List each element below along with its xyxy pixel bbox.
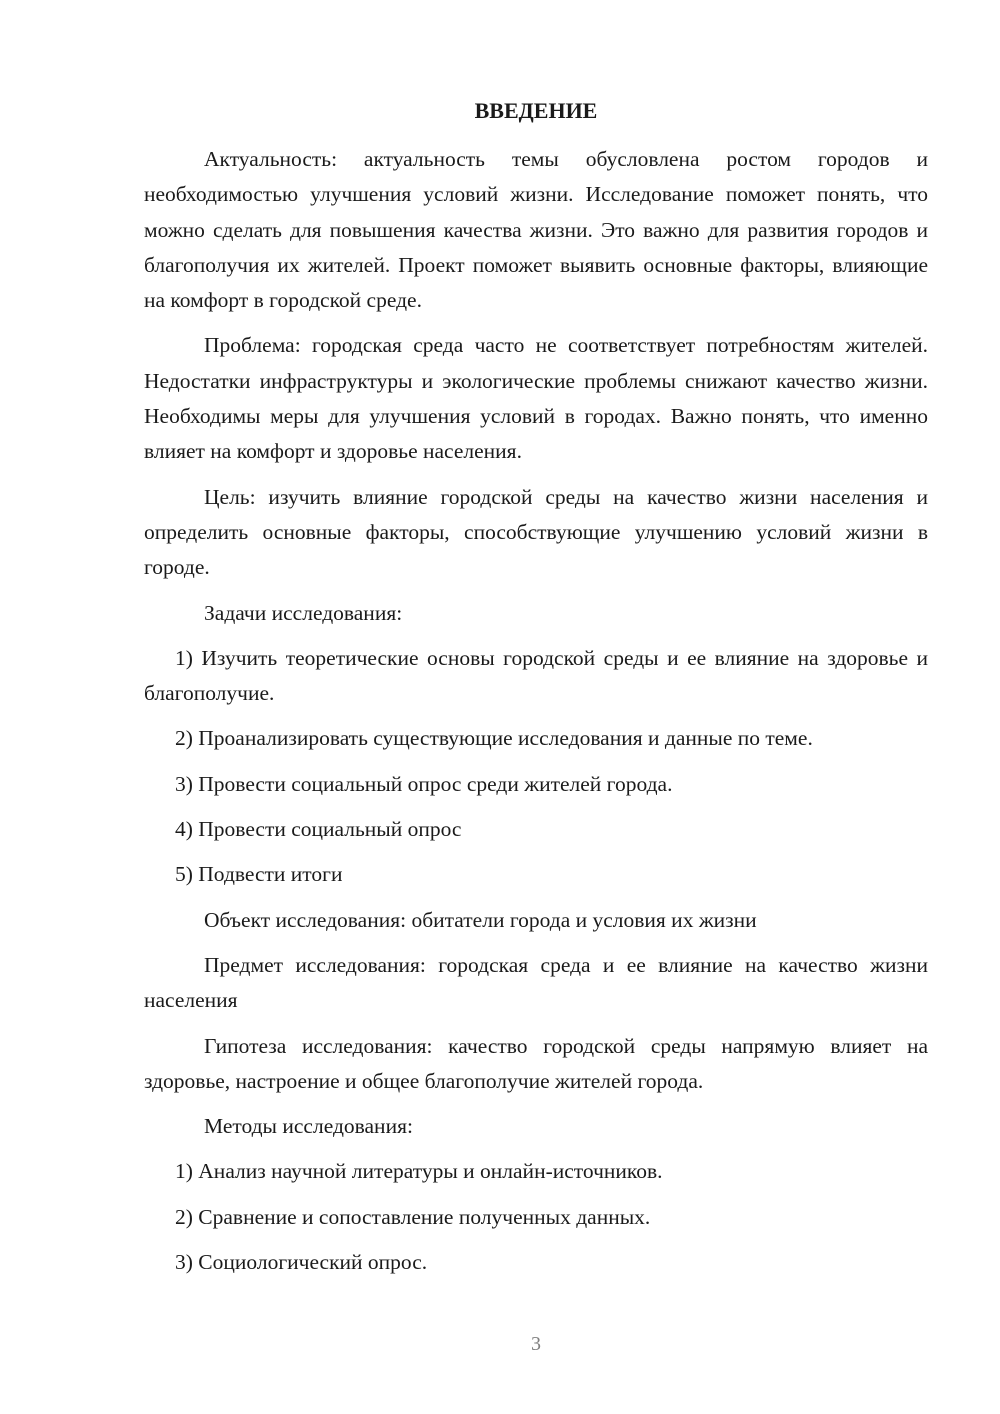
page-number: 3: [531, 1333, 541, 1355]
tasks-heading: Задачи исследования:: [204, 600, 403, 625]
section-title: ВВЕДЕНИЕ: [474, 98, 598, 123]
task-item-3: 3) Провести социальный опрос среди жителей города.: [175, 771, 673, 796]
problem-paragraph: Проблема: городская среда часто не соответствует потребностям жителей. Недостатки инфраструктуры и экологические проблемы снижают качество жизни. Необходимы меры для улучшения условий в городах. Важно понять, что именно влияет на комфорт и здоровье населения.: [144, 333, 928, 464]
method-item-3: 3) Социологический опрос.: [175, 1250, 428, 1275]
methods-heading: Методы исследования:: [204, 1114, 413, 1139]
goal-paragraph: Цель: изучить влияние городской среды на качество жизни населения и определить основные факторы, способствующие улучшению условий жизни в городе.: [144, 484, 928, 580]
relevance-paragraph: Актуальность: актуальность темы обусловлена ростом городов и необходимостью улучшения условий жизни. Исследование поможет понять, что можно сделать для повышения качества жизни. Это важно для развития городов и благополучия их жителей. Проект поможет выявить основные факторы, влияющие на комфорт в городской среде.: [144, 147, 928, 313]
task-item-4: 4) Провести социальный опрос: [175, 817, 462, 842]
document-body: [144, 142, 928, 1290]
hypothesis-paragraph: Гипотеза исследования: качество городской среды напрямую влияет на здоровье, настроение и общее благополучие жителей города.: [144, 1033, 928, 1093]
subject-paragraph: Предмет исследования: городская среда и ее влияние на качество жизни населения: [144, 952, 928, 1013]
task-item-2: 2) Проанализировать существующие исследования и данные по теме.: [175, 726, 813, 751]
document-page: [144, 0, 928, 1414]
task-item-5: 5) Подвести итоги: [175, 862, 343, 887]
task-item-1: 1) Изучить теоретические основы городской среды и ее влияние на здоровье и благополучие.: [144, 645, 928, 706]
object-paragraph: Объект исследования: обитатели города и условия их жизни: [204, 907, 757, 932]
method-item-2: 2) Сравнение и сопоставление полученных данных.: [175, 1204, 651, 1229]
method-item-1: 1) Анализ научной литературы и онлайн-источников.: [175, 1159, 663, 1184]
